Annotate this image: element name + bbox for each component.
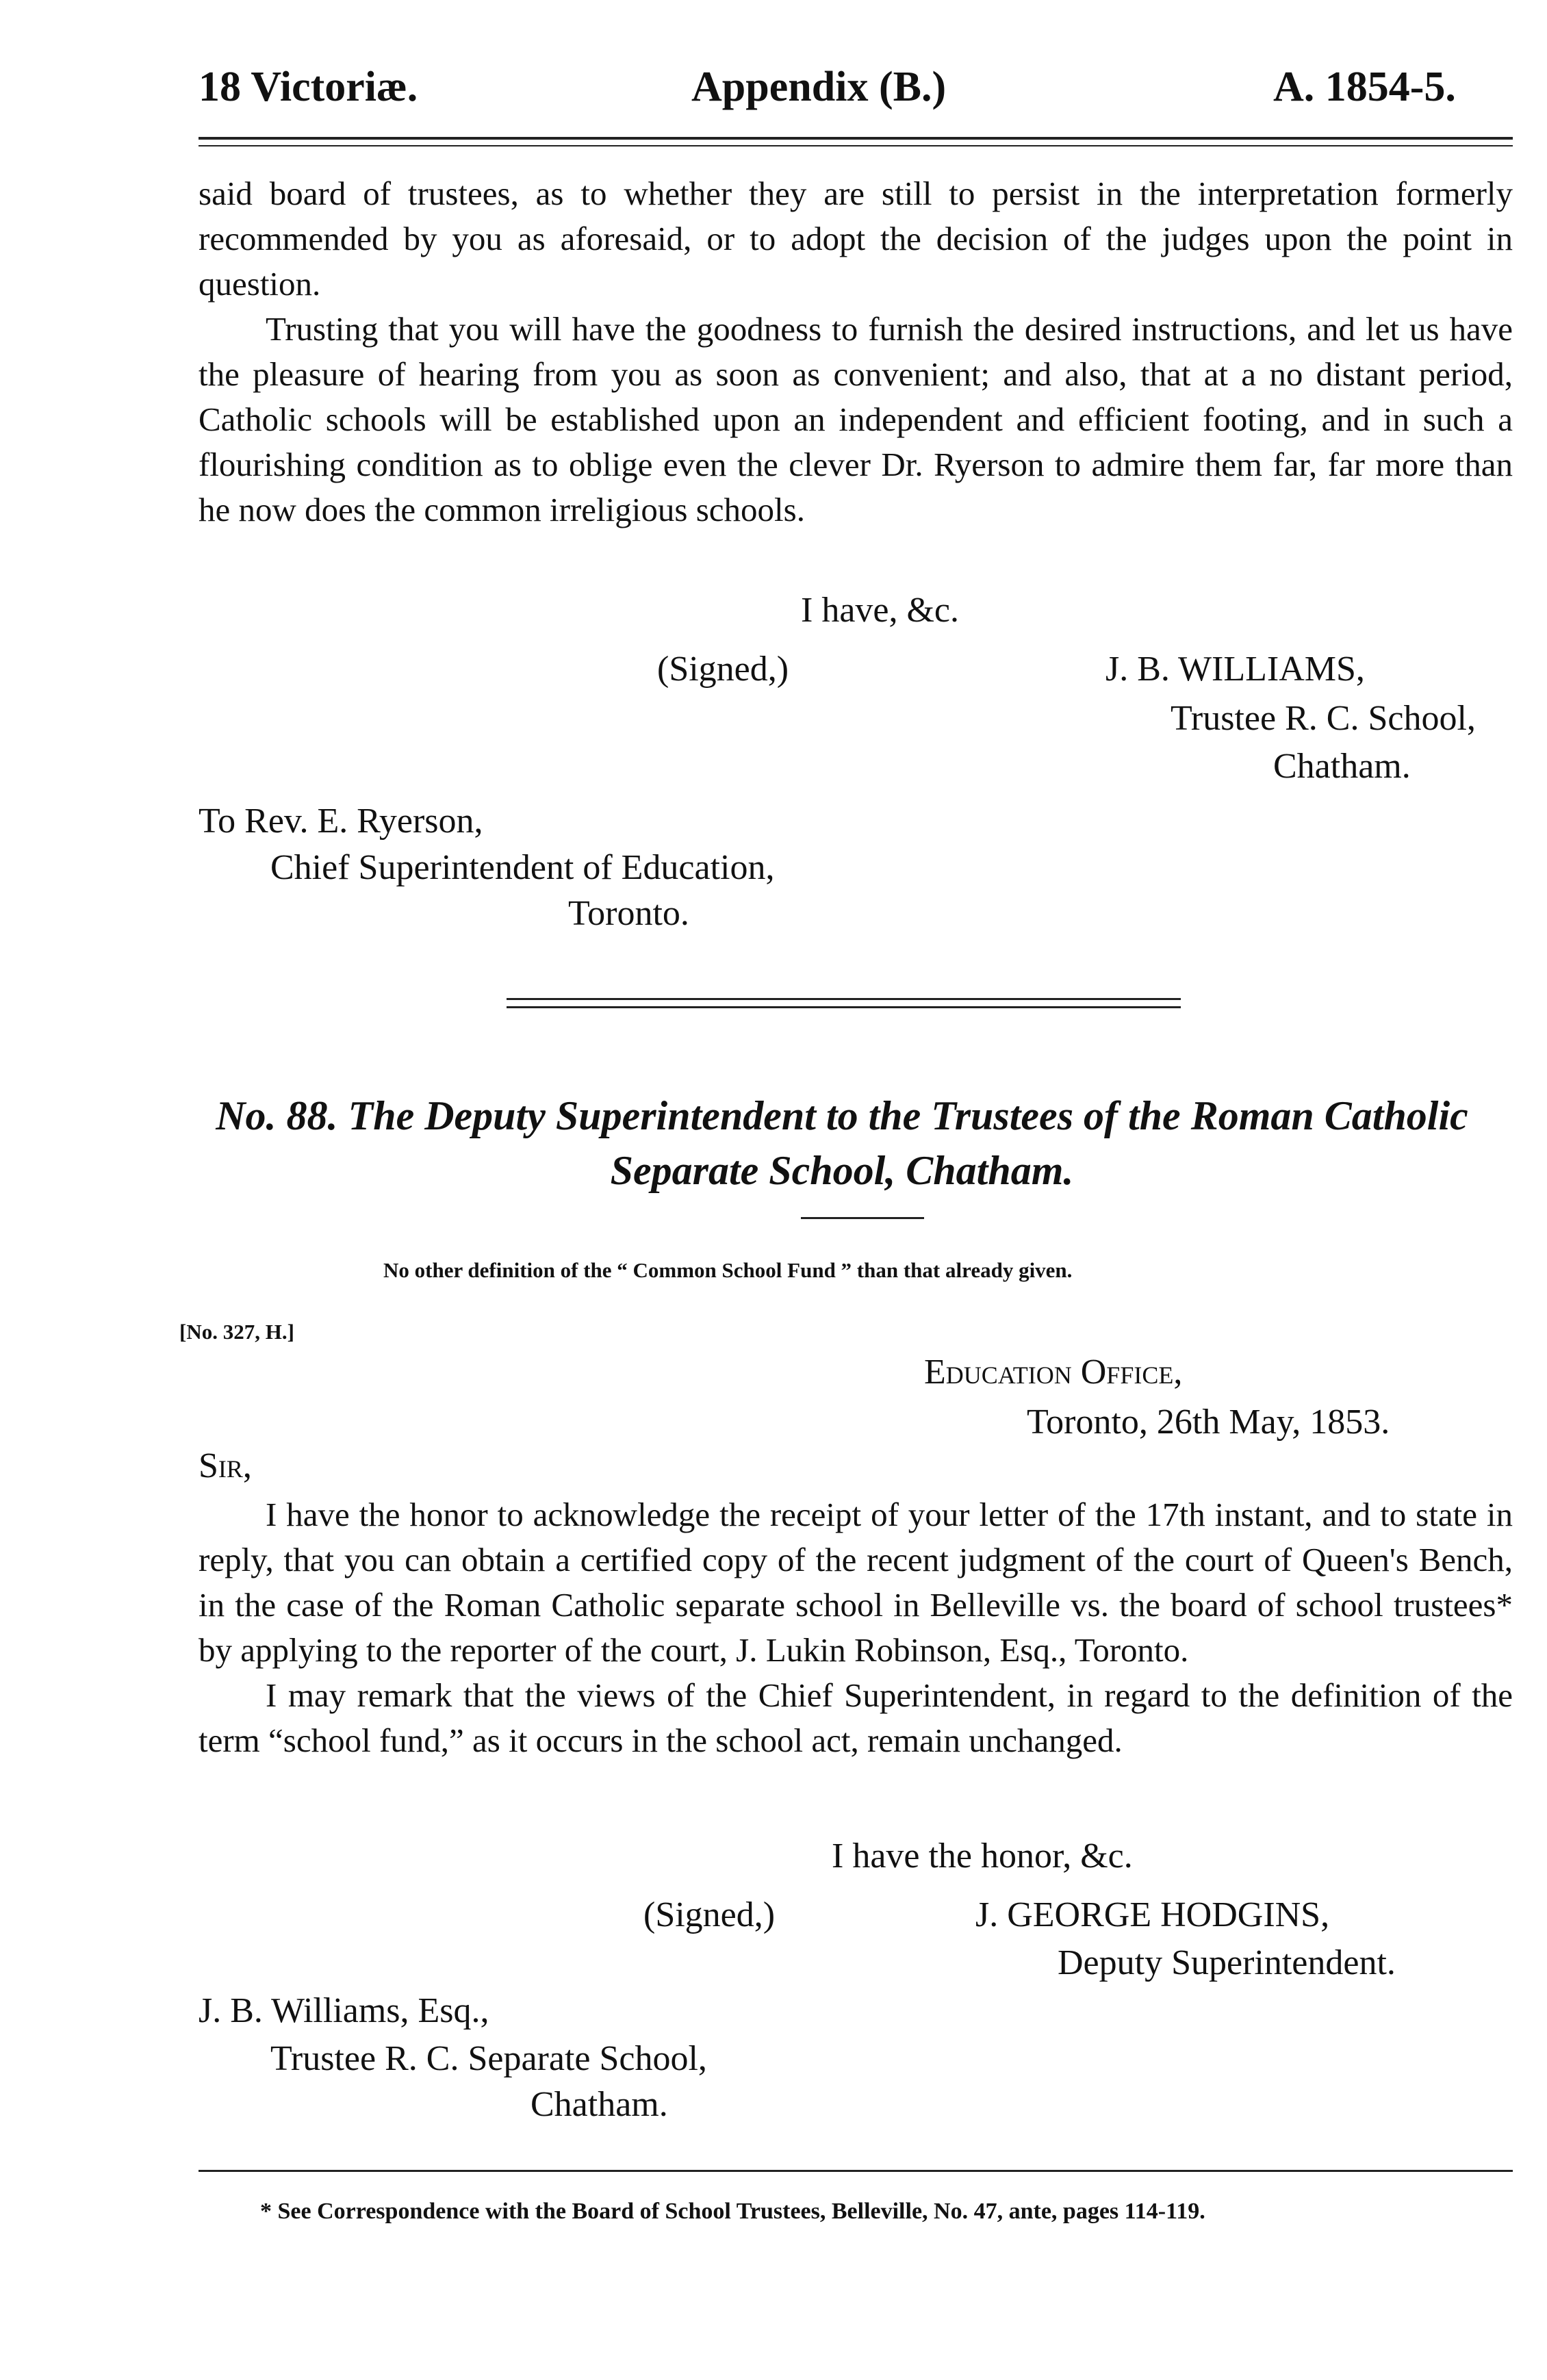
footnote: * See Correspondence with the Board of School Trustees, Belleville, No. 47, ante, pages 114-119. xyxy=(260,2199,1205,2224)
letter1-addressee xyxy=(199,801,483,841)
letter1-paragraph-2: Trusting that you will have the goodness to furnish the desired instructions, and let us have the pleasure of hearing from you as soon as convenient; and also, that at a no distant period, Catholic schools will be established upon an independent and efficient footing, and in such a flourishing condition as to oblige even the clever Dr. Ryerson to admire them far, far more than he now does the common irreligious schools. xyxy=(199,310,1513,528)
running-header-right: A. 1854-5. xyxy=(1273,64,1456,110)
letter1-closing: I have, &c. xyxy=(801,591,960,630)
letter1-signed: (Signed,) xyxy=(657,650,789,689)
letter2-title-line1: The Deputy Superintendent to the Trustees of the Roman Catholic xyxy=(348,1093,1468,1138)
title-underline xyxy=(801,1217,924,1219)
letter2-heading xyxy=(171,1088,1513,1198)
letter1-addressee-text: To Rev. E. Ryerson, xyxy=(199,802,483,841)
letter2-closing: I have the honor, &c. xyxy=(832,1837,1133,1876)
running-header-center: Appendix (B.) xyxy=(691,64,947,110)
letter2-salutation: Sir, xyxy=(199,1446,252,1485)
letter2-signer-title: Deputy Superintendent. xyxy=(1058,1943,1396,1982)
header-rule-top xyxy=(199,137,1513,140)
letter1-body xyxy=(199,171,1513,533)
letter2-office: Education Office, xyxy=(924,1353,1183,1392)
letter2-paragraph-1: I have the honor to acknowledge the receipt of your letter of the 17th instant, and to state in reply, that you can obtain a certified copy of the recent judgment of the court of Queen's Bench, in the case of the Roman Catholic separate school in Belleville vs. the board of school trustees* by applying to the reporter of the court, J. Lukin Robinson, Esq., Toronto. xyxy=(199,1496,1513,1669)
letter1-addressee-place: Toronto. xyxy=(568,894,689,933)
running-header-left: 18 Victoriæ. xyxy=(199,64,418,110)
letter2-signer-name: J. GEORGE HODGINS, xyxy=(975,1895,1330,1934)
footnote-rule xyxy=(199,2170,1513,2172)
letter2-summary: No other definition of the “ Common School Fund ” than that already given. xyxy=(383,1258,1073,1282)
letter2-signed: (Signed,) xyxy=(643,1895,776,1934)
letter2-paragraph-2: I may remark that the views of the Chief Superintendent, in regard to the definition of the term “school fund,” as it occurs in the school act, remain unchanged. xyxy=(199,1676,1513,1759)
letter1-addressee-title: Chief Superintendent of Education, xyxy=(270,848,775,887)
letter2-number: No. 88. xyxy=(216,1093,338,1138)
header-rule-bottom xyxy=(199,145,1513,146)
letter2-body xyxy=(199,1492,1513,1763)
section-divider-bottom xyxy=(507,1006,1181,1008)
letter1-signer-title: Trustee R. C. School, xyxy=(1171,699,1476,738)
letter1-signer-place: Chatham. xyxy=(1273,747,1411,786)
letter2-addressee-title: Trustee R. C. Separate School, xyxy=(270,2039,707,2078)
letter1-signer-name: J. B. WILLIAMS, xyxy=(1105,650,1365,689)
letter1-paragraph-1: said board of trustees, as to whether they are still to persist in the interpretation formerly recommended by you as aforesaid, or to adopt the decision of the judges upon the point in question. xyxy=(199,175,1513,303)
letter2-heading-line1 xyxy=(171,1088,1513,1143)
letter2-date: Toronto, 26th May, 1853. xyxy=(1027,1403,1390,1442)
letter2-reference: [No. 327, H.] xyxy=(179,1320,294,1344)
letter2-title-line2: Separate School, Chatham. xyxy=(610,1148,1074,1193)
letter2-addressee-place: Chatham. xyxy=(530,2085,668,2124)
letter2-addressee: J. B. Williams, Esq., xyxy=(199,1991,489,2030)
section-divider-top xyxy=(507,998,1181,1000)
